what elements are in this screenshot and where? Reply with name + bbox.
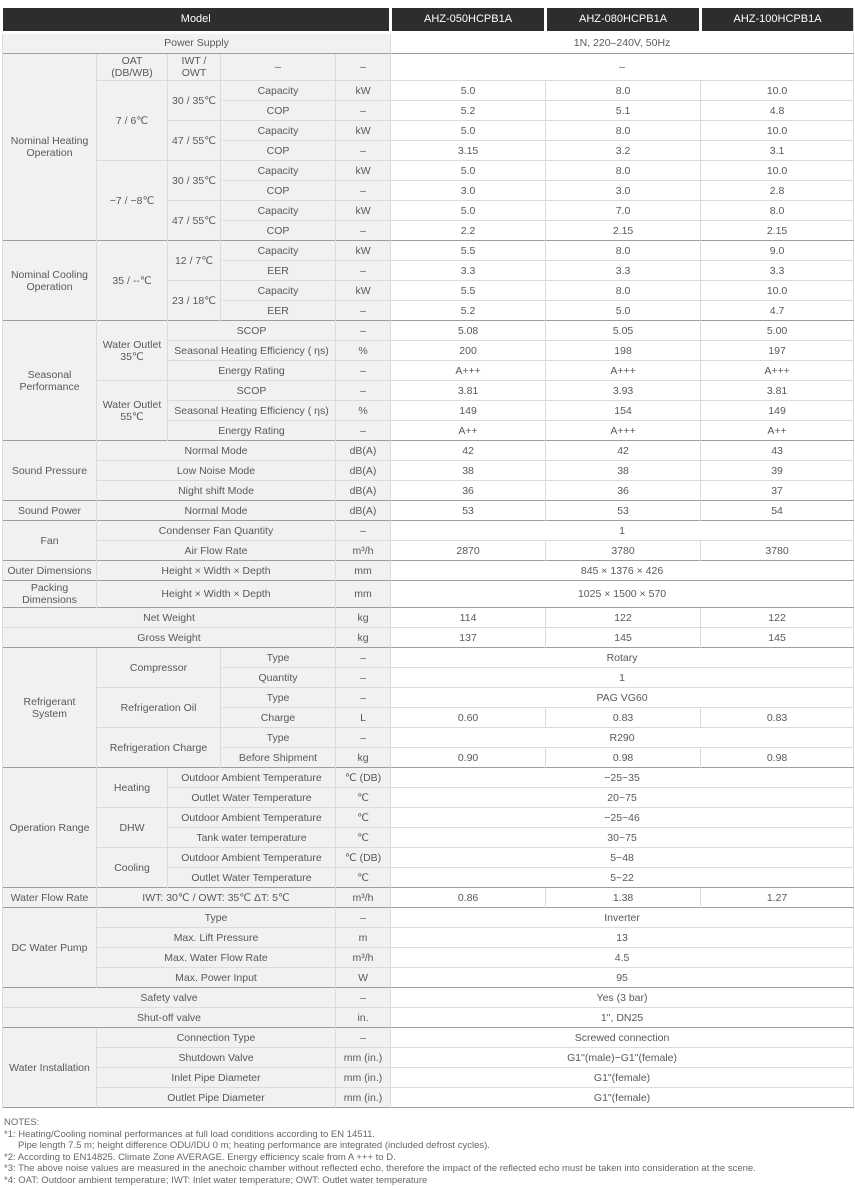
- label-cell: Capacity: [221, 161, 336, 181]
- label-cell: –: [336, 181, 391, 201]
- value-cell: 0.98: [701, 748, 854, 768]
- value-cell: 10.0: [701, 121, 854, 141]
- value-cell: 3.0: [546, 181, 701, 201]
- value-cell: −25~46: [391, 808, 854, 828]
- value-cell: 2870: [391, 541, 546, 561]
- value-cell: 0.90: [391, 748, 546, 768]
- value-cell: 3.93: [546, 381, 701, 401]
- value-cell: 8.0: [546, 81, 701, 101]
- label-cell: –: [336, 261, 391, 281]
- value-cell: PAG VG60: [391, 688, 854, 708]
- label-cell: W: [336, 968, 391, 988]
- label-cell: ℃ (DB): [336, 848, 391, 868]
- label-cell: –: [336, 908, 391, 928]
- value-cell: 154: [546, 401, 701, 421]
- label-cell: DHW: [97, 808, 168, 848]
- value-cell: A+++: [546, 421, 701, 441]
- label-cell: Tank water temperature: [168, 828, 336, 848]
- value-cell: 3.3: [701, 261, 854, 281]
- label-cell: Outlet Water Temperature: [168, 788, 336, 808]
- label-cell: Nominal Heating Operation: [3, 54, 97, 241]
- value-cell: 53: [546, 501, 701, 521]
- label-cell: IWT: 30℃ / OWT: 35℃ ΔT: 5℃: [97, 888, 336, 908]
- label-cell: Outlet Water Temperature: [168, 868, 336, 888]
- label-cell: Sound Power: [3, 501, 97, 521]
- value-cell: 10.0: [701, 281, 854, 301]
- label-cell: m: [336, 928, 391, 948]
- value-cell: 5.2: [391, 101, 546, 121]
- label-cell: Outer Dimensions: [3, 561, 97, 581]
- label-cell: kg: [336, 628, 391, 648]
- label-cell: DC Water Pump: [3, 908, 97, 988]
- value-cell: 1: [391, 668, 854, 688]
- label-cell: COP: [221, 141, 336, 161]
- value-cell: 8.0: [546, 161, 701, 181]
- label-cell: Outlet Pipe Diameter: [97, 1088, 336, 1108]
- value-cell: 5.2: [391, 301, 546, 321]
- value-cell: 3.3: [391, 261, 546, 281]
- label-cell: –: [336, 301, 391, 321]
- label-cell: Normal Mode: [97, 501, 336, 521]
- value-cell: 10.0: [701, 161, 854, 181]
- label-cell: Compressor: [97, 648, 221, 688]
- value-cell: 5~48: [391, 848, 854, 868]
- note-line: *3: The above noise values are measured in the anechoic chamber without reflected echo, therefore the impact of the reflected echo must be taken into consideration at the scene.: [4, 1163, 756, 1175]
- label-cell: Shut-off valve: [3, 1008, 336, 1028]
- value-cell: A+++: [701, 361, 854, 381]
- value-cell: 137: [391, 628, 546, 648]
- value-cell: 0.98: [546, 748, 701, 768]
- value-cell: 5.05: [546, 321, 701, 341]
- label-cell: Water Outlet 55℃: [97, 381, 168, 441]
- label-cell: ℃: [336, 868, 391, 888]
- label-cell: EER: [221, 261, 336, 281]
- label-cell: Seasonal Performance: [3, 321, 97, 441]
- value-cell: 43: [701, 441, 854, 461]
- label-cell: Air Flow Rate: [97, 541, 336, 561]
- label-cell: Condenser Fan Quantity: [97, 521, 336, 541]
- label-cell: Heating: [97, 768, 168, 808]
- label-cell: mm (in.): [336, 1048, 391, 1068]
- value-cell: 5.08: [391, 321, 546, 341]
- value-cell: 1025 × 1500 × 570: [391, 581, 854, 608]
- label-cell: Refrigeration Charge: [97, 728, 221, 768]
- label-cell: Normal Mode: [97, 441, 336, 461]
- label-cell: Power Supply: [3, 33, 391, 54]
- value-cell: 5.0: [391, 81, 546, 101]
- value-cell: 5.00: [701, 321, 854, 341]
- model-column-header: AHZ-100HCPB1A: [701, 8, 854, 33]
- label-cell: –: [336, 521, 391, 541]
- value-cell: 3.81: [701, 381, 854, 401]
- label-cell: –: [336, 361, 391, 381]
- label-cell: 30 / 35℃: [168, 81, 221, 121]
- label-cell: Capacity: [221, 81, 336, 101]
- label-cell: COP: [221, 181, 336, 201]
- label-cell: ℃: [336, 788, 391, 808]
- label-cell: –: [221, 54, 336, 81]
- label-cell: kg: [336, 608, 391, 628]
- value-cell: 8.0: [546, 281, 701, 301]
- label-cell: 30 / 35℃: [168, 161, 221, 201]
- value-cell: 3.2: [546, 141, 701, 161]
- label-cell: SCOP: [168, 321, 336, 341]
- value-cell: G1"(male)−G1"(female): [391, 1048, 854, 1068]
- value-cell: 7.0: [546, 201, 701, 221]
- value-cell: 0.83: [546, 708, 701, 728]
- value-cell: 9.0: [701, 241, 854, 261]
- value-cell: 2.8: [701, 181, 854, 201]
- label-cell: Inlet Pipe Diameter: [97, 1068, 336, 1088]
- label-cell: mm (in.): [336, 1068, 391, 1088]
- label-cell: Cooling: [97, 848, 168, 888]
- label-cell: Quantity: [221, 668, 336, 688]
- label-cell: OAT (DB/WB): [97, 54, 168, 81]
- value-cell: 37: [701, 481, 854, 501]
- label-cell: mm: [336, 581, 391, 608]
- value-cell: 39: [701, 461, 854, 481]
- label-cell: –: [336, 1028, 391, 1048]
- label-cell: Capacity: [221, 281, 336, 301]
- label-cell: kg: [336, 748, 391, 768]
- label-cell: −7 / −8℃: [97, 161, 168, 241]
- value-cell: 5.5: [391, 281, 546, 301]
- label-cell: Operation Range: [3, 768, 97, 888]
- value-cell: 5.0: [391, 121, 546, 141]
- value-cell: 122: [701, 608, 854, 628]
- label-cell: Water Flow Rate: [3, 888, 97, 908]
- model-column-header: AHZ-050HCPB1A: [391, 8, 546, 33]
- value-cell: 197: [701, 341, 854, 361]
- value-cell: Yes (3 bar): [391, 988, 854, 1008]
- label-cell: dB(A): [336, 501, 391, 521]
- value-cell: 3780: [701, 541, 854, 561]
- label-cell: L: [336, 708, 391, 728]
- label-cell: ℃: [336, 808, 391, 828]
- label-cell: –: [336, 648, 391, 668]
- value-cell: A+++: [546, 361, 701, 381]
- value-cell: –: [391, 54, 854, 81]
- value-cell: 8.0: [701, 201, 854, 221]
- value-cell: 145: [546, 628, 701, 648]
- value-cell: 145: [701, 628, 854, 648]
- note-line: *4: OAT: Outdoor ambient temperature; IWT: Inlet water temperature; OWT: Outlet water temperature: [4, 1174, 428, 1186]
- value-cell: 1", DN25: [391, 1008, 854, 1028]
- value-cell: 4.8: [701, 101, 854, 121]
- spec-table-body: [3, 8, 854, 1108]
- label-cell: EER: [221, 301, 336, 321]
- label-cell: Net Weight: [3, 608, 336, 628]
- label-cell: –: [336, 54, 391, 81]
- label-cell: Energy Rating: [168, 361, 336, 381]
- label-cell: –: [336, 728, 391, 748]
- label-cell: Outdoor Ambient Temperature: [168, 768, 336, 788]
- label-cell: Max. Water Flow Rate: [97, 948, 336, 968]
- label-cell: Packing Dimensions: [3, 581, 97, 608]
- label-cell: Night shift Mode: [97, 481, 336, 501]
- label-cell: Max. Lift Pressure: [97, 928, 336, 948]
- label-cell: Energy Rating: [168, 421, 336, 441]
- label-cell: mm (in.): [336, 1088, 391, 1108]
- value-cell: 1N, 220–240V, 50Hz: [391, 33, 854, 54]
- label-cell: –: [336, 688, 391, 708]
- label-cell: kW: [336, 201, 391, 221]
- value-cell: 1: [391, 521, 854, 541]
- label-cell: Connection Type: [97, 1028, 336, 1048]
- value-cell: 0.83: [701, 708, 854, 728]
- label-cell: Capacity: [221, 241, 336, 261]
- spec-table: [2, 8, 854, 1108]
- label-cell: Refrigerant System: [3, 648, 97, 768]
- value-cell: 13: [391, 928, 854, 948]
- label-cell: IWT / OWT: [168, 54, 221, 81]
- label-cell: –: [336, 221, 391, 241]
- note-line: *2: According to EN14825. Climate Zone AVERAGE. Energy efficiency scale from A +++ to D.: [4, 1151, 396, 1163]
- label-cell: Max. Power Input: [97, 968, 336, 988]
- value-cell: 2.15: [701, 221, 854, 241]
- label-cell: Type: [221, 648, 336, 668]
- value-cell: 3.1: [701, 141, 854, 161]
- value-cell: 54: [701, 501, 854, 521]
- label-cell: 47 / 55℃: [168, 121, 221, 161]
- value-cell: 5.1: [546, 101, 701, 121]
- label-cell: Refrigeration Oil: [97, 688, 221, 728]
- label-cell: COP: [221, 221, 336, 241]
- label-cell: Outdoor Ambient Temperature: [168, 848, 336, 868]
- value-cell: G1"(female): [391, 1088, 854, 1108]
- label-cell: ℃ (DB): [336, 768, 391, 788]
- label-cell: m³/h: [336, 948, 391, 968]
- label-cell: Capacity: [221, 121, 336, 141]
- label-cell: Water Outlet 35℃: [97, 321, 168, 381]
- value-cell: 3.15: [391, 141, 546, 161]
- label-cell: Before Shipment: [221, 748, 336, 768]
- label-cell: Nominal Cooling Operation: [3, 241, 97, 321]
- label-cell: Safety valve: [3, 988, 336, 1008]
- label-cell: kW: [336, 81, 391, 101]
- value-cell: 30~75: [391, 828, 854, 848]
- label-cell: Shutdown Valve: [97, 1048, 336, 1068]
- value-cell: 5~22: [391, 868, 854, 888]
- value-cell: 200: [391, 341, 546, 361]
- label-cell: %: [336, 341, 391, 361]
- notes-title: NOTES:: [4, 1117, 40, 1129]
- label-cell: Type: [221, 728, 336, 748]
- value-cell: Rotary: [391, 648, 854, 668]
- note-line: Pipe length 7.5 m; height difference ODU/IDU 0 m; heating performance are integrated (included defrost cycles).: [18, 1140, 490, 1152]
- label-cell: dB(A): [336, 481, 391, 501]
- value-cell: G1"(female): [391, 1068, 854, 1088]
- label-cell: 12 / 7℃: [168, 241, 221, 281]
- label-cell: Height × Width × Depth: [97, 561, 336, 581]
- label-cell: mm: [336, 561, 391, 581]
- label-cell: kW: [336, 241, 391, 261]
- label-cell: Charge: [221, 708, 336, 728]
- label-cell: –: [336, 421, 391, 441]
- label-cell: COP: [221, 101, 336, 121]
- value-cell: 95: [391, 968, 854, 988]
- value-cell: 0.60: [391, 708, 546, 728]
- value-cell: 3.0: [391, 181, 546, 201]
- value-cell: 3780: [546, 541, 701, 561]
- label-cell: Outdoor Ambient Temperature: [168, 808, 336, 828]
- value-cell: R290: [391, 728, 854, 748]
- label-cell: –: [336, 381, 391, 401]
- value-cell: 5.0: [391, 161, 546, 181]
- value-cell: 2.15: [546, 221, 701, 241]
- value-cell: −25~35: [391, 768, 854, 788]
- value-cell: 42: [391, 441, 546, 461]
- value-cell: 5.5: [391, 241, 546, 261]
- model-corner-header: Model: [3, 8, 391, 33]
- label-cell: Seasonal Heating Efficiency ( ηs): [168, 341, 336, 361]
- label-cell: ℃: [336, 828, 391, 848]
- value-cell: 3.81: [391, 381, 546, 401]
- label-cell: Water Installation: [3, 1028, 97, 1108]
- label-cell: dB(A): [336, 461, 391, 481]
- value-cell: 1.38: [546, 888, 701, 908]
- value-cell: 198: [546, 341, 701, 361]
- label-cell: kW: [336, 281, 391, 301]
- value-cell: 8.0: [546, 121, 701, 141]
- label-cell: –: [336, 321, 391, 341]
- label-cell: SCOP: [168, 381, 336, 401]
- value-cell: 4.7: [701, 301, 854, 321]
- label-cell: –: [336, 988, 391, 1008]
- label-cell: Sound Pressure: [3, 441, 97, 501]
- value-cell: A+++: [391, 361, 546, 381]
- value-cell: 5.0: [546, 301, 701, 321]
- value-cell: 5.0: [391, 201, 546, 221]
- value-cell: 4.5: [391, 948, 854, 968]
- label-cell: m³/h: [336, 541, 391, 561]
- value-cell: 10.0: [701, 81, 854, 101]
- label-cell: Type: [221, 688, 336, 708]
- value-cell: 122: [546, 608, 701, 628]
- value-cell: 149: [701, 401, 854, 421]
- label-cell: 7 / 6℃: [97, 81, 168, 161]
- value-cell: 8.0: [546, 241, 701, 261]
- label-cell: 23 / 18℃: [168, 281, 221, 321]
- label-cell: %: [336, 401, 391, 421]
- value-cell: 38: [391, 461, 546, 481]
- notes: [2, 1117, 853, 1186]
- model-column-header: AHZ-080HCPB1A: [546, 8, 701, 33]
- label-cell: m³/h: [336, 888, 391, 908]
- label-cell: 35 / --℃: [97, 241, 168, 321]
- value-cell: Inverter: [391, 908, 854, 928]
- value-cell: 149: [391, 401, 546, 421]
- value-cell: 3.3: [546, 261, 701, 281]
- value-cell: A++: [701, 421, 854, 441]
- value-cell: 114: [391, 608, 546, 628]
- value-cell: 42: [546, 441, 701, 461]
- value-cell: 20~75: [391, 788, 854, 808]
- label-cell: kW: [336, 121, 391, 141]
- label-cell: kW: [336, 161, 391, 181]
- value-cell: 845 × 1376 × 426: [391, 561, 854, 581]
- label-cell: in.: [336, 1008, 391, 1028]
- label-cell: –: [336, 668, 391, 688]
- value-cell: 2.2: [391, 221, 546, 241]
- label-cell: 47 / 55℃: [168, 201, 221, 241]
- value-cell: 36: [391, 481, 546, 501]
- label-cell: –: [336, 101, 391, 121]
- label-cell: Seasonal Heating Efficiency ( ηs): [168, 401, 336, 421]
- value-cell: Screwed connection: [391, 1028, 854, 1048]
- label-cell: Fan: [3, 521, 97, 561]
- note-line: *1: Heating/Cooling nominal performances at full load conditions according to EN 14511.: [4, 1128, 376, 1140]
- value-cell: 0.86: [391, 888, 546, 908]
- label-cell: Type: [97, 908, 336, 928]
- value-cell: 36: [546, 481, 701, 501]
- value-cell: 38: [546, 461, 701, 481]
- label-cell: dB(A): [336, 441, 391, 461]
- label-cell: Low Noise Mode: [97, 461, 336, 481]
- label-cell: Capacity: [221, 201, 336, 221]
- value-cell: A++: [391, 421, 546, 441]
- value-cell: 1.27: [701, 888, 854, 908]
- label-cell: Gross Weight: [3, 628, 336, 648]
- label-cell: Height × Width × Depth: [97, 581, 336, 608]
- label-cell: –: [336, 141, 391, 161]
- value-cell: 53: [391, 501, 546, 521]
